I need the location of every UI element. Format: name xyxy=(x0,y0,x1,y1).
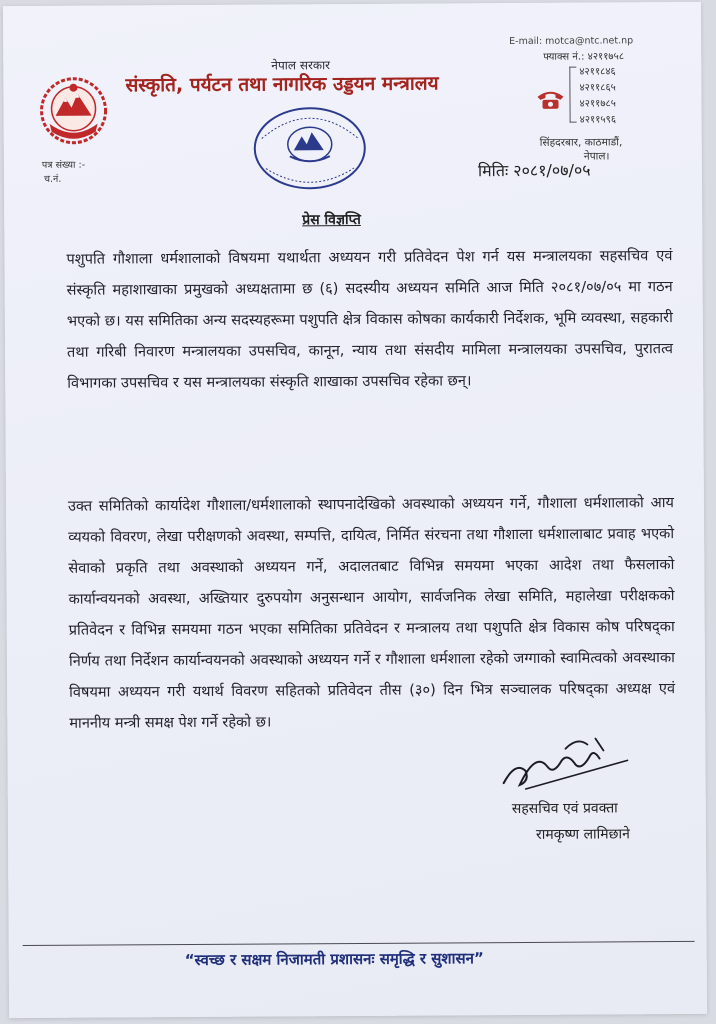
body-paragraph-2: उक्त समितिको कार्यादेश गौशाला/धर्मशालाको स्थापनादेखिको अवस्थाको अध्ययन गर्ने, गौशाला धर्मशालाको आय व्ययको विवरण, लेखा परीक्षणको अवस्था, सम्पत्ति, दायित्व, निर्मित संरचना तथा गौशाला धर्मशालाबाट प्रवाह भएको सेवाको प्रकृति तथा अवस्थाको अध्ययन गर्ने, अदालतबाट विभिन्न समयमा भएका आदेश तथा फैसलाको कार्यान्वयनको अवस्था, अख्तियार दुरुपयोग अनुसन्धान आयोग, सार्वजनिक लेखा समिति, महालेखा परीक्षकको प्रतिवेदन र विभिन्न समयमा गठन भएका समितिका प्रतिवेदन र मन्त्रालय तथा पशुपति क्षेत्र विकास कोष परिषद्का निर्णय तथा निर्देशन कार्यान्वयनको अवस्थाको अध्ययन गर्ने र गौशाला धर्मशाला रहेको जग्गाको स्वामित्वको अवस्थाका विषयमा अध्ययन गरी यथार्थ विवरण सहितको प्रतिवेदन तीस (३०) दिन भित्र सञ्चालक परिषद्का अध्यक्ष एवं माननीय मन्त्री समक्ष पेश गर्ने रहेको छ। xyxy=(67,494,676,732)
letter-sheet xyxy=(3,2,707,1018)
nepal-emblem-icon xyxy=(37,75,109,145)
ministry-seal-stamp xyxy=(252,104,369,193)
handwritten-signature xyxy=(495,730,635,795)
press-release-heading: प्रेस विज्ञप्ति xyxy=(302,211,361,229)
government-label: नेपाल सरकार xyxy=(271,58,331,73)
telephone-icon xyxy=(535,89,565,111)
phone-bracket xyxy=(569,67,576,123)
body-paragraph-1: पशुपति गौशाला धर्मशालाको विषयमा यथार्थता अध्ययन गरी प्रतिवेदन पेश गर्न यस मन्त्रालयका सहसचिव एवं संस्कृति महाशाखाका प्रमुखको अध्यक्षतामा छ (६) सदस्यीय अध्ययन समिति आज मिति २०८१/०७/०५ मा गठन भएको छ। यस समितिका अन्य सदस्यहरूमा पशुपति क्षेत्र विकास कोषका कार्यकारी निर्देशक, भूमि व्यवस्था, सहकारी तथा गरिबी निवारण मन्त्रालयका उपसचिव, कानून, न्याय तथा संसदीय मामिला मन्त्रालयका उपसचिव, पुरातत्व विभागका उपसचिव र यस मन्त्रालयका संस्कृति शाखाका उपसचिव रहेका छन्। xyxy=(66,247,674,392)
address-line-1: सिंहदरबार, काठमाडौं, xyxy=(539,136,623,149)
signatory-title: सहसचिव एवं प्रवक्ता xyxy=(511,800,618,818)
address-line-2: नेपाल। xyxy=(583,150,610,163)
phone-list xyxy=(579,64,616,128)
phone-number: ४२११८४६ xyxy=(579,66,616,78)
phone-number: ४२११७८५ xyxy=(579,98,616,110)
signatory-name: रामकृष्ण लामिछाने xyxy=(535,826,630,843)
phone-number: ४२११५९६ xyxy=(579,114,617,126)
email-address: E-mail: motca@ntc.net.np xyxy=(509,35,634,48)
fax-number: फ्याक्स नं.: ४२११७५८ xyxy=(543,51,625,63)
challan-number-label: च.नं. xyxy=(43,173,62,185)
letter-number-label: पत्र संख्या :- xyxy=(41,159,86,171)
phone-number: ४२११८६५ xyxy=(579,82,616,94)
footer-divider xyxy=(23,941,695,946)
ministry-title: संस्कृति, पर्यटन तथा नागरिक उड्डयन मन्त्रालय xyxy=(125,72,439,97)
footer-slogan: “स्वच्छ र सक्षम निजामती प्रशासनः समृद्धि र सुशासन” xyxy=(184,949,484,970)
letter-date: मितिः २०८१/०७/०५ xyxy=(477,160,591,181)
